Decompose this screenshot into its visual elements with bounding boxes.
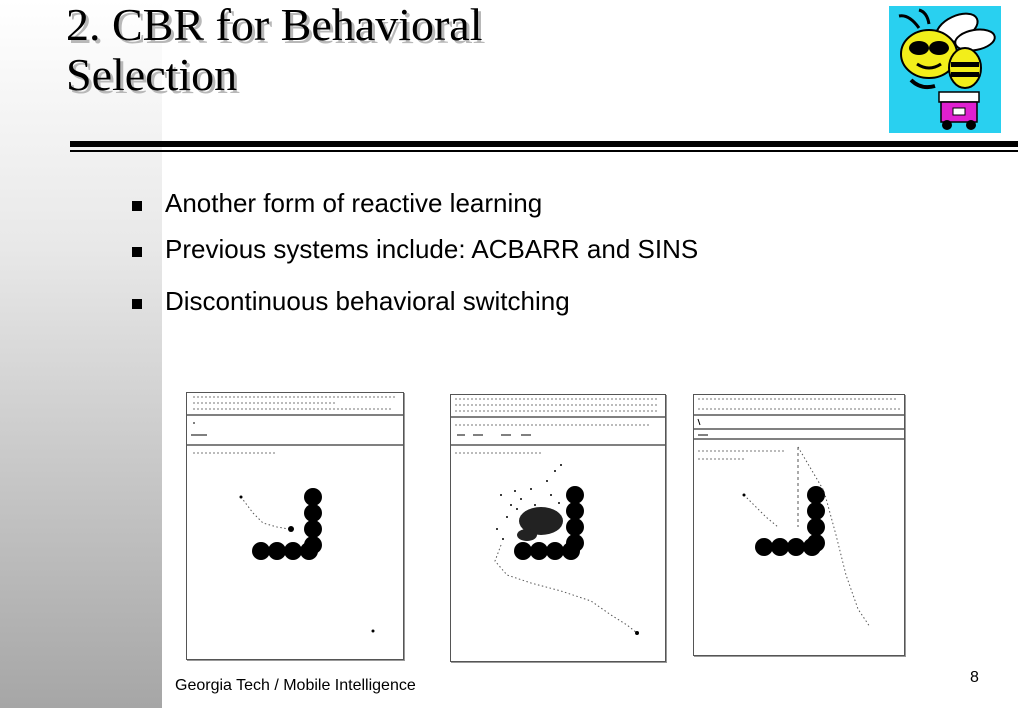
side-gradient-band — [0, 0, 162, 708]
simulation-screenshot-2 — [450, 394, 666, 662]
simulation-screenshot-1 — [186, 392, 404, 660]
title-line-1: 2. CBR for Behavioral — [66, 0, 483, 50]
bullet-text: Previous systems include: ACBARR and SINS — [165, 234, 699, 264]
square-bullet-icon — [132, 247, 142, 257]
footer-text: Georgia Tech / Mobile Intelligence — [175, 677, 416, 694]
square-bullet-icon — [132, 299, 142, 309]
square-bullet-icon — [132, 201, 142, 211]
title-line-2: Selection — [66, 49, 238, 100]
bullet-text: Discontinuous behavioral switching — [165, 286, 570, 316]
title-rule-thick — [70, 141, 1018, 147]
yellow-jacket-bee-icon — [889, 6, 1001, 133]
slide-title — [66, 0, 826, 100]
bullet-text: Another form of reactive learning — [165, 188, 543, 218]
title-rule-thin — [70, 150, 1018, 152]
simulation-screenshot-3 — [693, 394, 905, 656]
page-number: 8 — [970, 669, 979, 686]
